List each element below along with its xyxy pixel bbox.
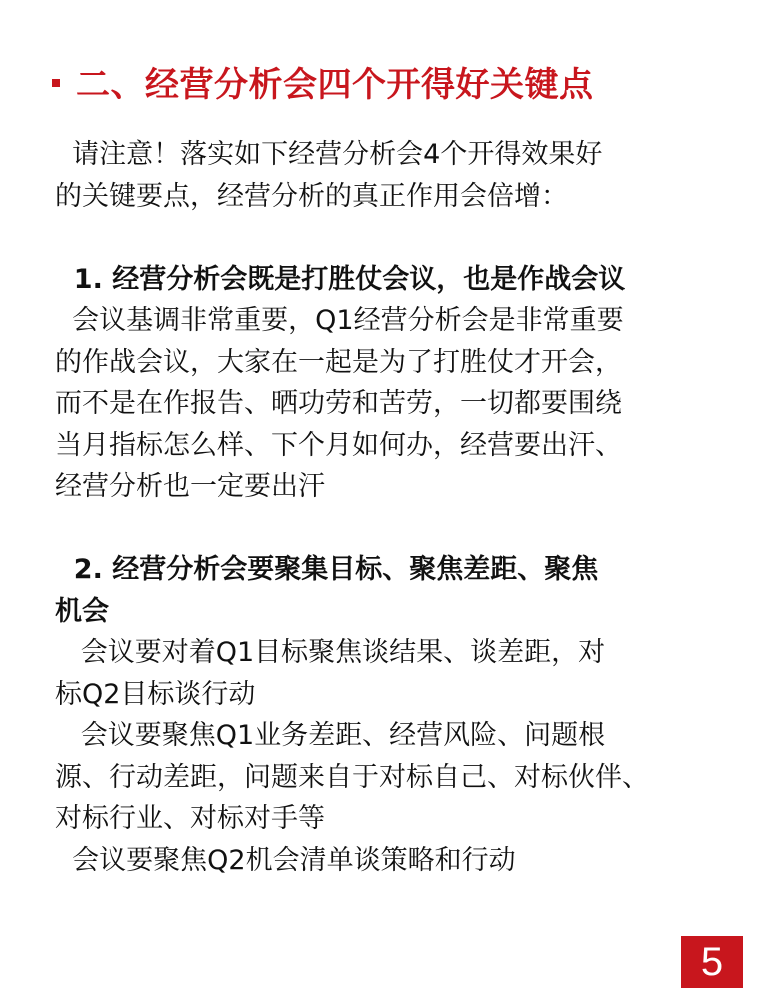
paragraph-line: 会议要聚焦Q1业务差距、经营风险、问题根	[55, 720, 606, 751]
intro-line: 的关键要点，经营分析的真正作用会倍增：	[55, 180, 568, 212]
paragraph-line: 当月指标怎么样、下个月如何办，经营要出汗、	[55, 429, 622, 461]
spacer	[55, 217, 735, 259]
paragraph-line: 而不是在作报告、晒功劳和苦劳，一切都要围绕	[55, 388, 622, 419]
paragraph-line: 标Q2目标谈行动	[55, 678, 256, 710]
intro-line: 请注意！落实如下经营分析会4个开得效果好	[55, 139, 603, 170]
paragraph-line: 会议要对着Q1目标聚焦谈结果、谈差距，对	[55, 637, 606, 668]
section-heading-2: 2. 经营分析会要聚集目标、聚焦差距、聚焦	[55, 554, 599, 585]
page-title: 二、经营分析会四个开得好关键点	[76, 64, 594, 105]
title-bullet	[52, 79, 60, 87]
paragraph-line: 对标行业、对标对手等	[55, 803, 325, 834]
article-body	[55, 134, 735, 881]
paragraph-line: 源、行动差距，问题来自于对标自己、对标伙伴、	[55, 761, 649, 793]
section-heading-1: 1. 经营分析会既是打胜仗会议，也是作战会议	[55, 263, 626, 295]
page-number: 5	[700, 940, 724, 984]
paragraph-line: 会议基调非常重要，Q1经营分析会是非常重要	[55, 305, 624, 336]
title-row	[52, 56, 594, 106]
page-number-badge	[681, 936, 743, 988]
spacer	[55, 508, 735, 550]
paragraph-line: 的作战会议，大家在一起是为了打胜仗才开会，	[55, 346, 622, 378]
paragraph-line: 经营分析也一定要出汗	[55, 471, 325, 502]
section-heading-2-cont: 机会	[55, 595, 109, 627]
paragraph-line: 会议要聚焦Q2机会清单谈策略和行动	[55, 844, 516, 876]
